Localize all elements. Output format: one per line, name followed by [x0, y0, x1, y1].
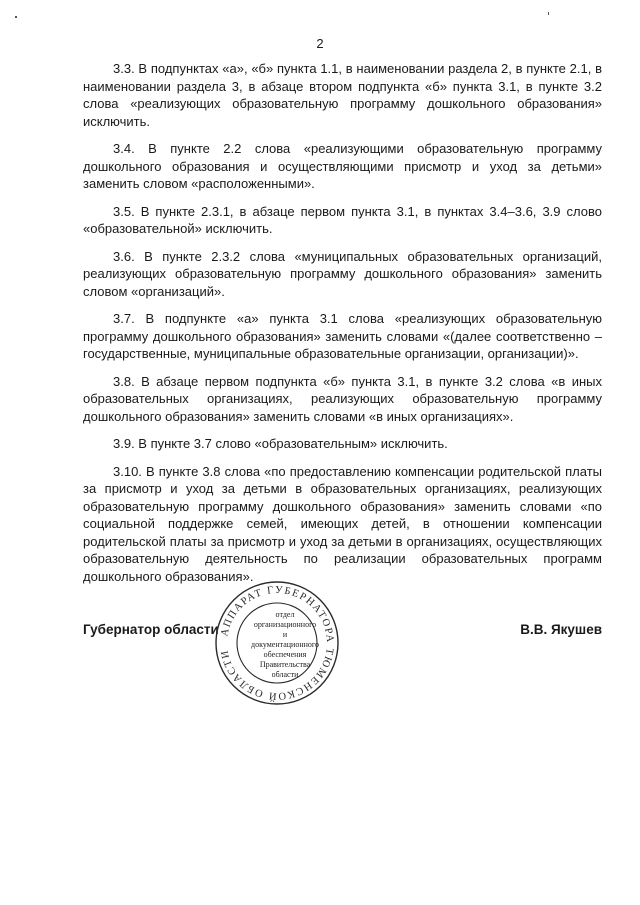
- scan-speck: [548, 12, 549, 15]
- stamp-line: отдел: [275, 610, 295, 619]
- stamp-line: документационного: [251, 640, 319, 649]
- paragraph-3-4: 3.4. В пункте 2.2 слова «реализующими образовательную программу дошкольного образования и осуществляющими присмотр и уход за детьми» заменить словом «расположенными».: [83, 141, 602, 191]
- document-body: [83, 60, 602, 595]
- stamp-line: обеспечения: [263, 650, 307, 659]
- paragraph-3-5: 3.5. В пункте 2.3.1, в абзаце первом пункта 3.1, в пунктах 3.4–3.6, 3.9 слово «образовательной» исключить.: [83, 203, 602, 236]
- stamp-line: организационного: [253, 620, 317, 629]
- scan-speck: [15, 16, 17, 18]
- paragraph-3-9: 3.9. В пункте 3.7 слово «образовательным» исключить.: [113, 436, 448, 451]
- signer-title: Губернатор области: [83, 622, 219, 637]
- paragraph-3-7: 3.7. В подпункте «а» пункта 3.1 слова «реализующих образовательную программу дошкольного образования» заменить словами «(далее соответственно – государственные, муниципальные образовательные организации, организации)».: [83, 311, 602, 361]
- stamp-line: и: [282, 630, 288, 639]
- paragraph-3-10: 3.10. В пункте 3.8 слова «по предоставлению компенсации родительской платы за присмотр и уход за детьми в образовательных организациях, реализующих образовательную программу дошкольного образования» заменить словами «по социальной поддержке семей, имеющих детей, в отношении компенсации родительской платы за присмотр и уход за детьми в организациях, осуществляющих образовательную деятельность по реализации образовательных программ дошкольного образования».: [83, 463, 602, 584]
- stamp-ring-text: АППАРАТ ГУБЕРНАТОРА ТЮМЕНСКОЙ ОБЛАСТИ: [219, 584, 336, 702]
- signer-name: В.В. Якушев: [520, 622, 602, 637]
- stamp-center-text: [250, 610, 320, 680]
- page-number: 2: [316, 36, 324, 51]
- stamp-line: области: [271, 670, 299, 679]
- paragraph-3-3: 3.3. В подпунктах «а», «б» пункта 1.1, в наименовании раздела 2, в пункте 2.1, в наименовании раздела 3, в абзаце втором подпункта «б» пункта 3.1, в пункте 3.2 слова «реализующих образовательную программу дошкольного образования» исключить.: [83, 61, 602, 129]
- paragraph-3-6: 3.6. В пункте 2.3.2 слова «муниципальных образовательных организаций, реализующих образовательную программу дошкольного образования» заменить словом «организаций».: [83, 248, 602, 299]
- stamp-line: Правительства: [259, 660, 311, 669]
- paragraph-3-8: 3.8. В абзаце первом подпункта «б» пункта 3.1, в пункте 3.2 слова «в иных образовательных организациях, реализующих образовательную программу дошкольного образования» заменить словами «в иных организациях».: [83, 373, 602, 424]
- signature-block: [83, 622, 602, 642]
